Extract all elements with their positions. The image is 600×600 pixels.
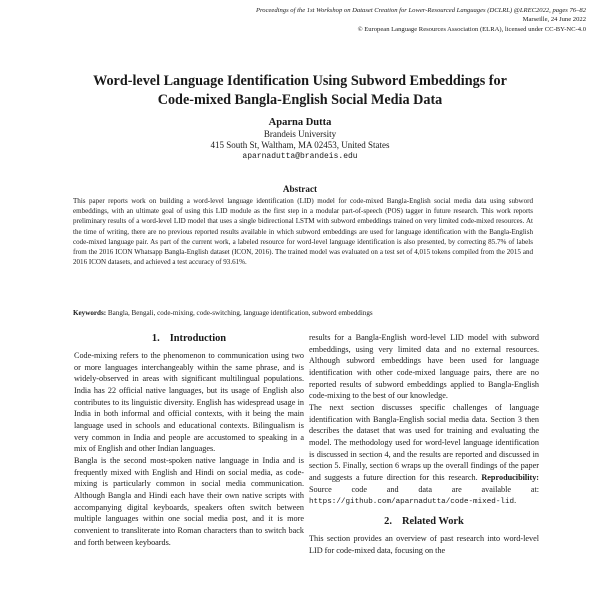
keywords-text: Bangla, Bengali, code-mixing, code-switching, language identification, subword embeddings [107, 309, 373, 317]
abstract-heading: Abstract [282, 184, 318, 194]
keywords [73, 308, 533, 318]
section-number: 1. [151, 333, 160, 344]
right-column [309, 332, 539, 556]
reproducibility-text: Source code and data are available at: [309, 484, 539, 494]
author-name: Aparna Dutta [268, 117, 332, 128]
left-column [74, 332, 304, 548]
author-block [150, 117, 450, 163]
reproducibility-label: Reproducibility: [481, 472, 540, 482]
repo-link[interactable]: https://github.com/aparnadutta/code-mixed-lid [309, 498, 515, 507]
keywords-label: Keywords: [73, 309, 107, 317]
author-affiliation: Brandeis University [263, 129, 337, 139]
section-heading-introduction [74, 332, 304, 346]
paper-outline-text: The next section discusses specific challenges of language identification with Bangla-English social media data. Section 3 then describes the dataset that was used for training and evaluating the model. The methodology used for word-level language identification is discussed in section 4, and the results are reported and discussed in section 5. Finally, section 6 wraps up the overall findings of the paper and suggests a future direction for this research. [309, 402, 539, 482]
section-title: Introduction [169, 333, 227, 344]
proceedings-line-license: © European Language Resources Association (ELRA), licensed under CC-BY-NC-4.0 [357, 25, 586, 33]
paper-title [40, 72, 560, 110]
paper-title-line-1: Word-level Language Identification Using Subword Embeddings for [93, 73, 507, 89]
proceedings-header [146, 6, 586, 34]
abstract-text: This paper reports work on building a word-level language identification (LID) model for code-mixed Bangla-English social media data using subword embeddings, with an ultimate goal of using this LID module as the first step in a modular part-of-speech (POS) tagger in future research. This work reports preliminary results of a word-level LID model that uses a single bidirectional LSTM with subword embeddings trained on very limited code-mixed resources. At the time of writing, there are no previous reported results available in which subword embeddings are used for language identification with the Bangla-English code-mixed language pair. As part of the current work, a labeled resource for word-level language identification is also presented, by correcting 85.7% of labels from the 2016 ICON Whatsapp Bangla-English dataset (ICON, 2016). The trained model was evaluated on a test set of 4,015 tokens compiled from the 2015 and 2016 ICON datasets, and achieved a test accuracy of 93.61%. [73, 197, 533, 267]
section-heading-related-work [309, 515, 539, 529]
intro-paragraph-3: results for a Bangla-English word-level LID model with subword embeddings, using very limited data and no external resources. Although subword embeddings have been used for language identification with other code-mixed language pairs, there are no reported results of subword embeddings applied to Bangla-English code-mixing to the best of our knowledge. [309, 333, 539, 401]
proceedings-line-venue: Proceedings of the 1st Workshop on Dataset Creation for Lower-Resourced Languages (DCLRL) @LREC2022, pages 76–82 [255, 7, 586, 14]
section-number: 2. [384, 515, 392, 527]
intro-paragraph-2: Bangla is the second most-spoken native language in India and is frequently mixed with English and Hindi on social media, as code-mixing is particularly common in social media communication. Although Bangla and Hindi each have their own native scripts with accompanying digital keyboards, speakers often switch between multiple languages within one social media post, and it is more convenient to transliterate into Roman characters than to switch back and forth between keyboards. [74, 455, 304, 547]
section-title: Related Work [401, 515, 464, 527]
intro-paragraph-1: Code-mixing refers to the phenomenon to communication using two or more languages interchangeably within the same phrase, and is widely-observed in areas with significant multilingual populations. India has 22 official native languages, but its usage of English also contributes to its linguistic diversity. English has widespread usage in India in both informal and official contexts, with it being the main language used in schools and educational contexts. Bilingualism is very common in India and people are accustomed to speaking in a mix of English and other Indian languages. [74, 351, 304, 454]
intro-paragraph-4 [309, 402, 539, 509]
related-paragraph-1: This section provides an overview of past research into word-level LID for code-mixed data, focusing on the [309, 533, 539, 555]
repo-link-period: . [514, 496, 517, 506]
paper-title-line-2: Code-mixed Bangla-English Social Media Data [157, 92, 443, 108]
proceedings-line-location: Marseille, 24 June 2022 [522, 16, 586, 24]
author-address: 415 South St, Waltham, MA 02453, United States [210, 140, 390, 151]
author-email: aparnadutta@brandeis.edu [242, 152, 358, 162]
